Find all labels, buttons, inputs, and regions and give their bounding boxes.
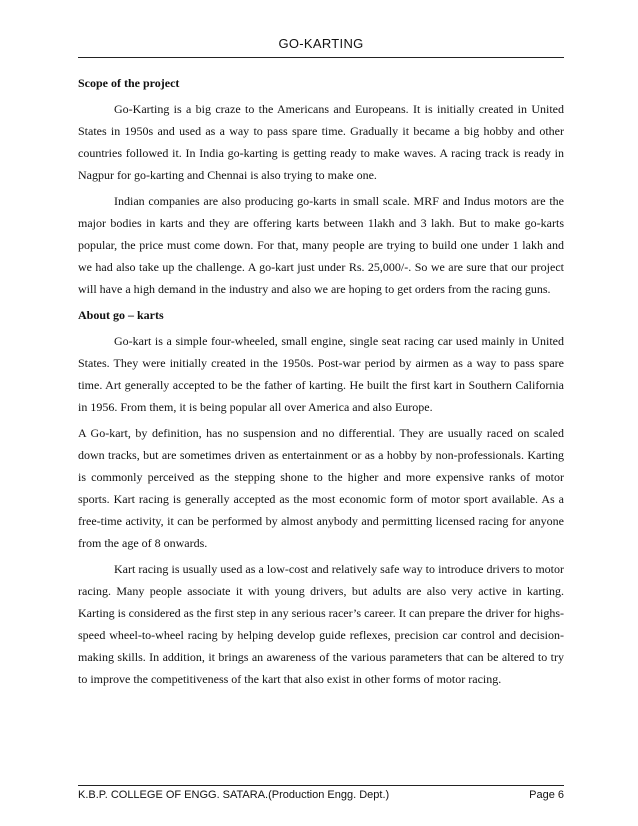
paragraph: Indian companies are also producing go-karts in small scale. MRF and Indus motors are the major bodies in karts and they are offering karts between 1lakh and 3 lakh. But to make go-karts popular, the price must come down. For that, many people are trying to build one under 1 lakh and we had also take up the challenge. A go-kart just under Rs. 25,000/-. So we are sure that our project will have a high demand in the industry and also we are hoping to get orders from the racing guns. (78, 194, 564, 296)
paragraph: A Go-kart, by definition, has no suspension and no differential. They are usually raced on scaled down tracks, but are sometimes driven as entertainment or as a hobby by non-professionals. Karting is commonly perceived as the stepping shone to the higher and more expensive ranks of motor sports. Kart racing is generally accepted as the most economic form of motor sport available. As a free-time activity, it can be performed by almost anybody and permitting licensed racing for anyone from the age of 8 onwards. (78, 426, 564, 550)
paragraph: Go-Karting is a big craze to the Americans and Europeans. It is initially created in United States in 1950s and used as a way to pass spare time. Gradually it became a big hobby and other countries followed it. In India go-karting is getting ready to make waves. A racing track is ready in Nagpur for go-karting and Chennai is also trying to make one. (78, 102, 564, 182)
section-heading-about: About go – karts (78, 308, 164, 322)
footer-divider (78, 785, 564, 786)
footer-college-name: K.B.P. COLLEGE OF ENGG. SATARA.(Production Engg. Dept.) (78, 789, 390, 801)
paragraph: Go-kart is a simple four-wheeled, small engine, single seat racing car used mainly in United States. They were initially created in the 1950s. Post-war period by airmen as a way to pass spare time. Art generally accepted to be the father of karting. He built the first kart in Southern California in 1956. From them, it is being popular all over America and also Europe. (78, 334, 564, 414)
page-content (78, 72, 564, 694)
paragraph: Kart racing is usually used as a low-cost and relatively safe way to introduce drivers to motor racing. Many people associate it with young drivers, but adults are also very active in karting. Karting is considered as the first step in any serious racer’s career. It can prepare the driver for highs-speed wheel-to-wheel racing by helping develop guide reflexes, precision car control and decision-making skills. In addition, it brings an awareness of the various parameters that can be altered to try to improve the competitiveness of the kart that also exist in other forms of motor racing. (78, 562, 564, 686)
page-header-title: GO-KARTING (278, 36, 364, 51)
footer-page-number: Page 6 (529, 789, 564, 801)
header-divider (78, 57, 564, 58)
section-heading-scope: Scope of the project (78, 76, 180, 90)
